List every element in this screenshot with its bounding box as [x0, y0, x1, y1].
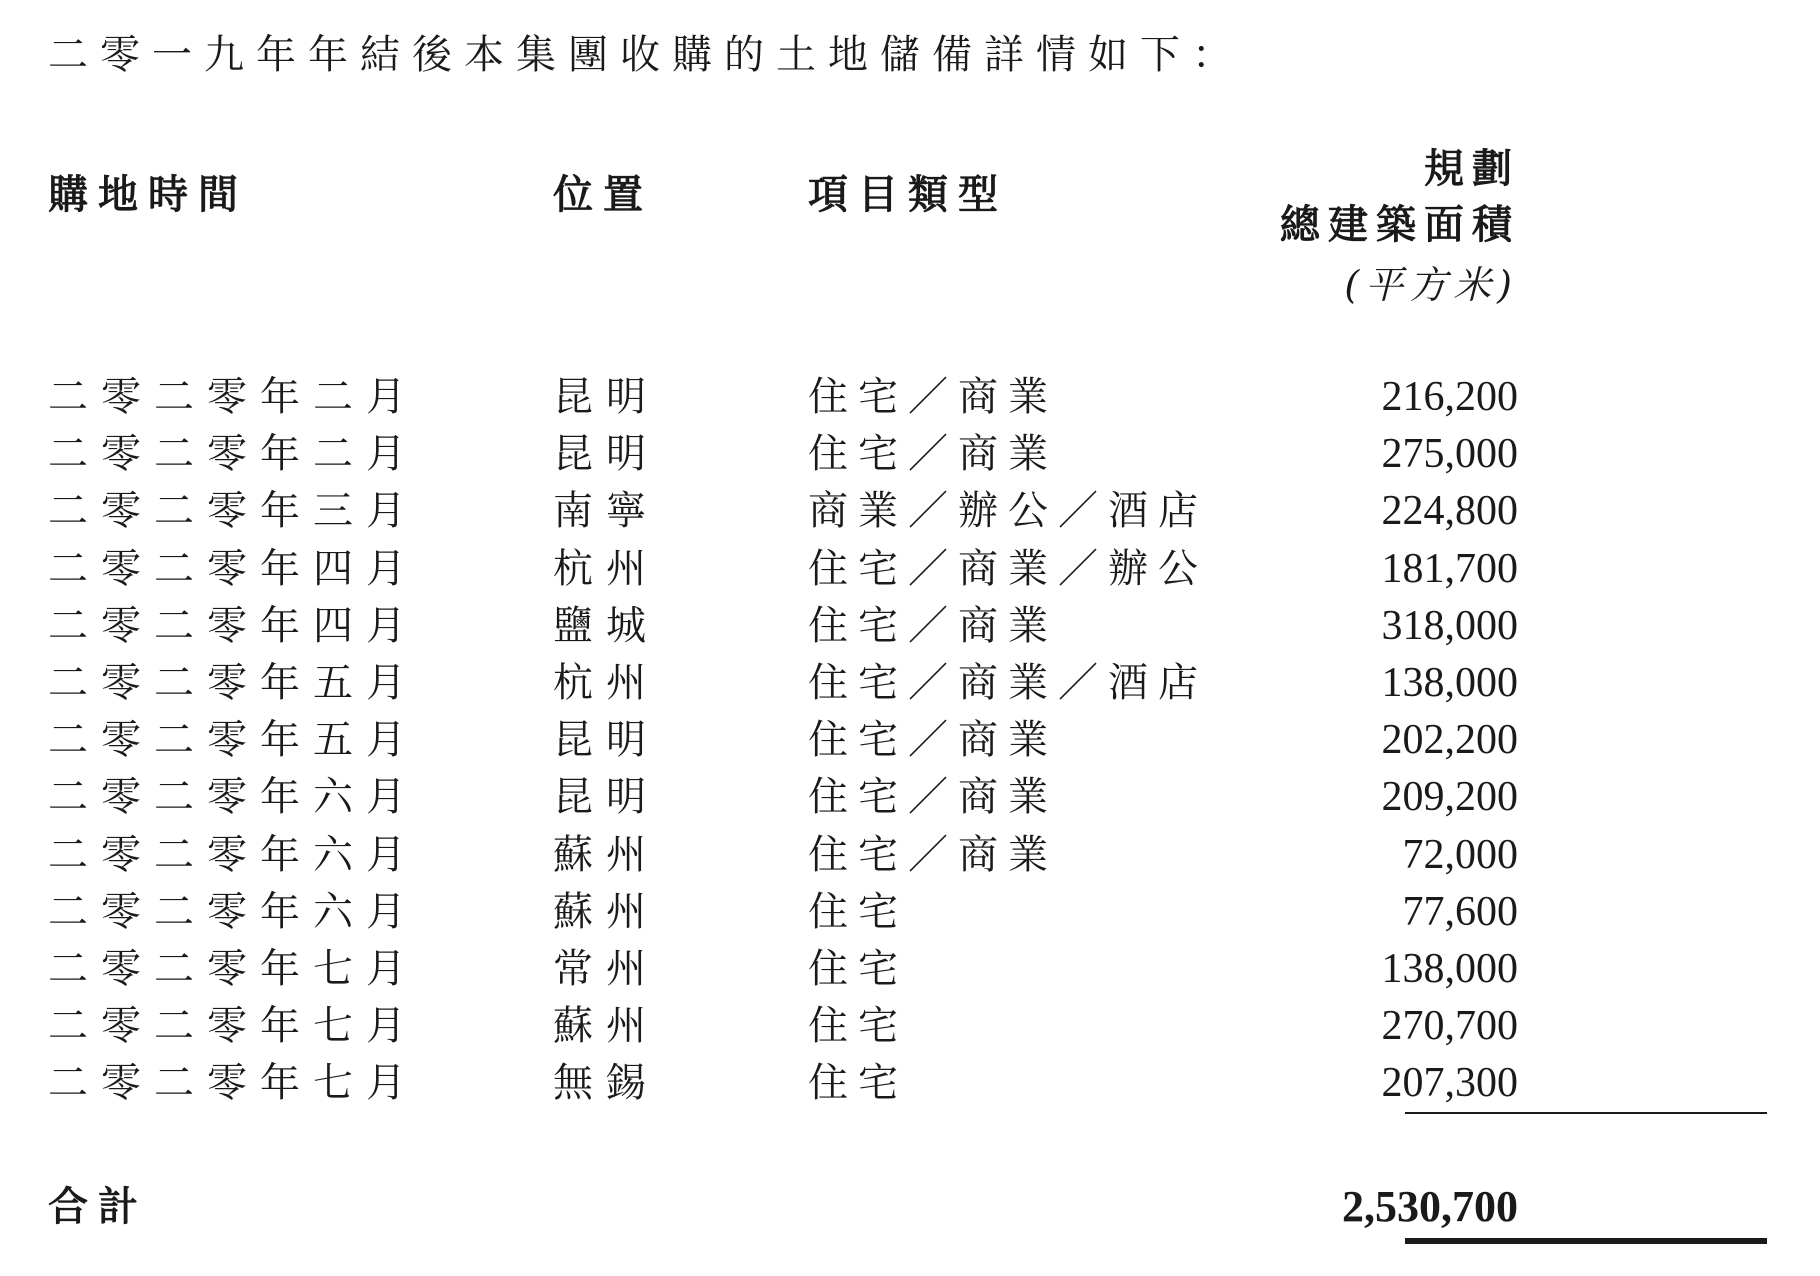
- date-cell: 二零二零年四月: [48, 602, 419, 649]
- location-cell: 昆明: [553, 774, 659, 821]
- header-area-line1: 規劃: [1424, 146, 1520, 192]
- header-date: 購地時間: [48, 172, 248, 218]
- location-cell: 蘇州: [553, 831, 659, 878]
- area-cell: 72,000: [1402, 831, 1518, 878]
- date-cell: 二零二零年七月: [48, 1060, 419, 1107]
- date-cell: 二零二零年五月: [48, 659, 419, 706]
- header-type: 項目類型: [808, 172, 1008, 218]
- table-row: [0, 370, 1820, 427]
- location-cell: 常州: [553, 945, 659, 992]
- table-row: [0, 1056, 1820, 1113]
- table-row: [0, 656, 1820, 713]
- location-cell: 昆明: [553, 431, 659, 478]
- area-cell: 181,700: [1381, 545, 1518, 592]
- date-cell: 二零二零年六月: [48, 888, 419, 935]
- table-row: [0, 599, 1820, 656]
- land-table-body: [0, 370, 1820, 1113]
- date-cell: 二零二零年七月: [48, 1003, 419, 1050]
- area-cell: 77,600: [1402, 888, 1518, 935]
- intro-text: 二零一九年年結後本集團收購的土地儲備詳情如下：: [48, 32, 1244, 78]
- type-cell: 住宅: [808, 888, 908, 935]
- header-location: 位置: [553, 172, 653, 218]
- type-cell: 住宅: [808, 945, 908, 992]
- location-cell: 昆明: [553, 717, 659, 764]
- area-cell: 138,000: [1381, 659, 1518, 706]
- type-cell: 住宅／商業: [808, 431, 1058, 478]
- area-cell: 270,700: [1381, 1003, 1518, 1050]
- area-cell: 275,000: [1381, 431, 1518, 478]
- location-cell: 昆明: [553, 374, 659, 420]
- total-label: 合計: [48, 1184, 148, 1230]
- area-cell: 318,000: [1381, 602, 1518, 649]
- location-cell: 蘇州: [553, 1003, 659, 1050]
- area-cell: 138,000: [1381, 945, 1518, 992]
- table-row: [0, 999, 1820, 1056]
- date-cell: 二零二零年六月: [48, 774, 419, 821]
- area-cell: 207,300: [1381, 1060, 1518, 1107]
- location-cell: 蘇州: [553, 888, 659, 935]
- type-cell: 住宅／商業／辦公: [808, 545, 1208, 592]
- type-cell: 住宅／商業: [808, 602, 1058, 649]
- area-cell: 224,800: [1381, 488, 1518, 535]
- table-row: [0, 770, 1820, 827]
- area-cell: 209,200: [1381, 774, 1518, 821]
- type-cell: 住宅／商業: [808, 717, 1058, 764]
- table-row: [0, 484, 1820, 541]
- table-row: [0, 427, 1820, 484]
- type-cell: 住宅／商業: [808, 374, 1058, 420]
- area-cell: 216,200: [1381, 374, 1518, 420]
- location-cell: 杭州: [553, 659, 659, 706]
- table-row: [0, 828, 1820, 885]
- date-cell: 二零二零年六月: [48, 831, 419, 878]
- type-cell: 住宅／商業: [808, 774, 1058, 821]
- date-cell: 二零二零年二月: [48, 374, 419, 420]
- location-cell: 南寧: [553, 488, 659, 535]
- total-value: 2,530,700: [1342, 1182, 1518, 1231]
- table-row: [0, 885, 1820, 942]
- table-row: [0, 713, 1820, 770]
- header-area-unit: (平方米): [1344, 263, 1518, 307]
- type-cell: 商業／辦公／酒店: [808, 488, 1208, 535]
- date-cell: 二零二零年七月: [48, 945, 419, 992]
- date-cell: 二零二零年四月: [48, 545, 419, 592]
- table-row: [0, 942, 1820, 999]
- area-cell: 202,200: [1381, 717, 1518, 764]
- date-cell: 二零二零年二月: [48, 431, 419, 478]
- total-rule: [1405, 1238, 1767, 1244]
- location-cell: 無錫: [553, 1060, 659, 1107]
- date-cell: 二零二零年五月: [48, 717, 419, 764]
- header-area-line2: 總建築面積: [1280, 202, 1520, 248]
- type-cell: 住宅: [808, 1003, 908, 1050]
- date-cell: 二零二零年三月: [48, 488, 419, 535]
- table-row: [0, 542, 1820, 599]
- type-cell: 住宅／商業／酒店: [808, 659, 1208, 706]
- subtotal-rule: [1405, 1112, 1767, 1114]
- type-cell: 住宅: [808, 1060, 908, 1107]
- location-cell: 杭州: [553, 545, 659, 592]
- location-cell: 鹽城: [553, 602, 659, 649]
- type-cell: 住宅／商業: [808, 831, 1058, 878]
